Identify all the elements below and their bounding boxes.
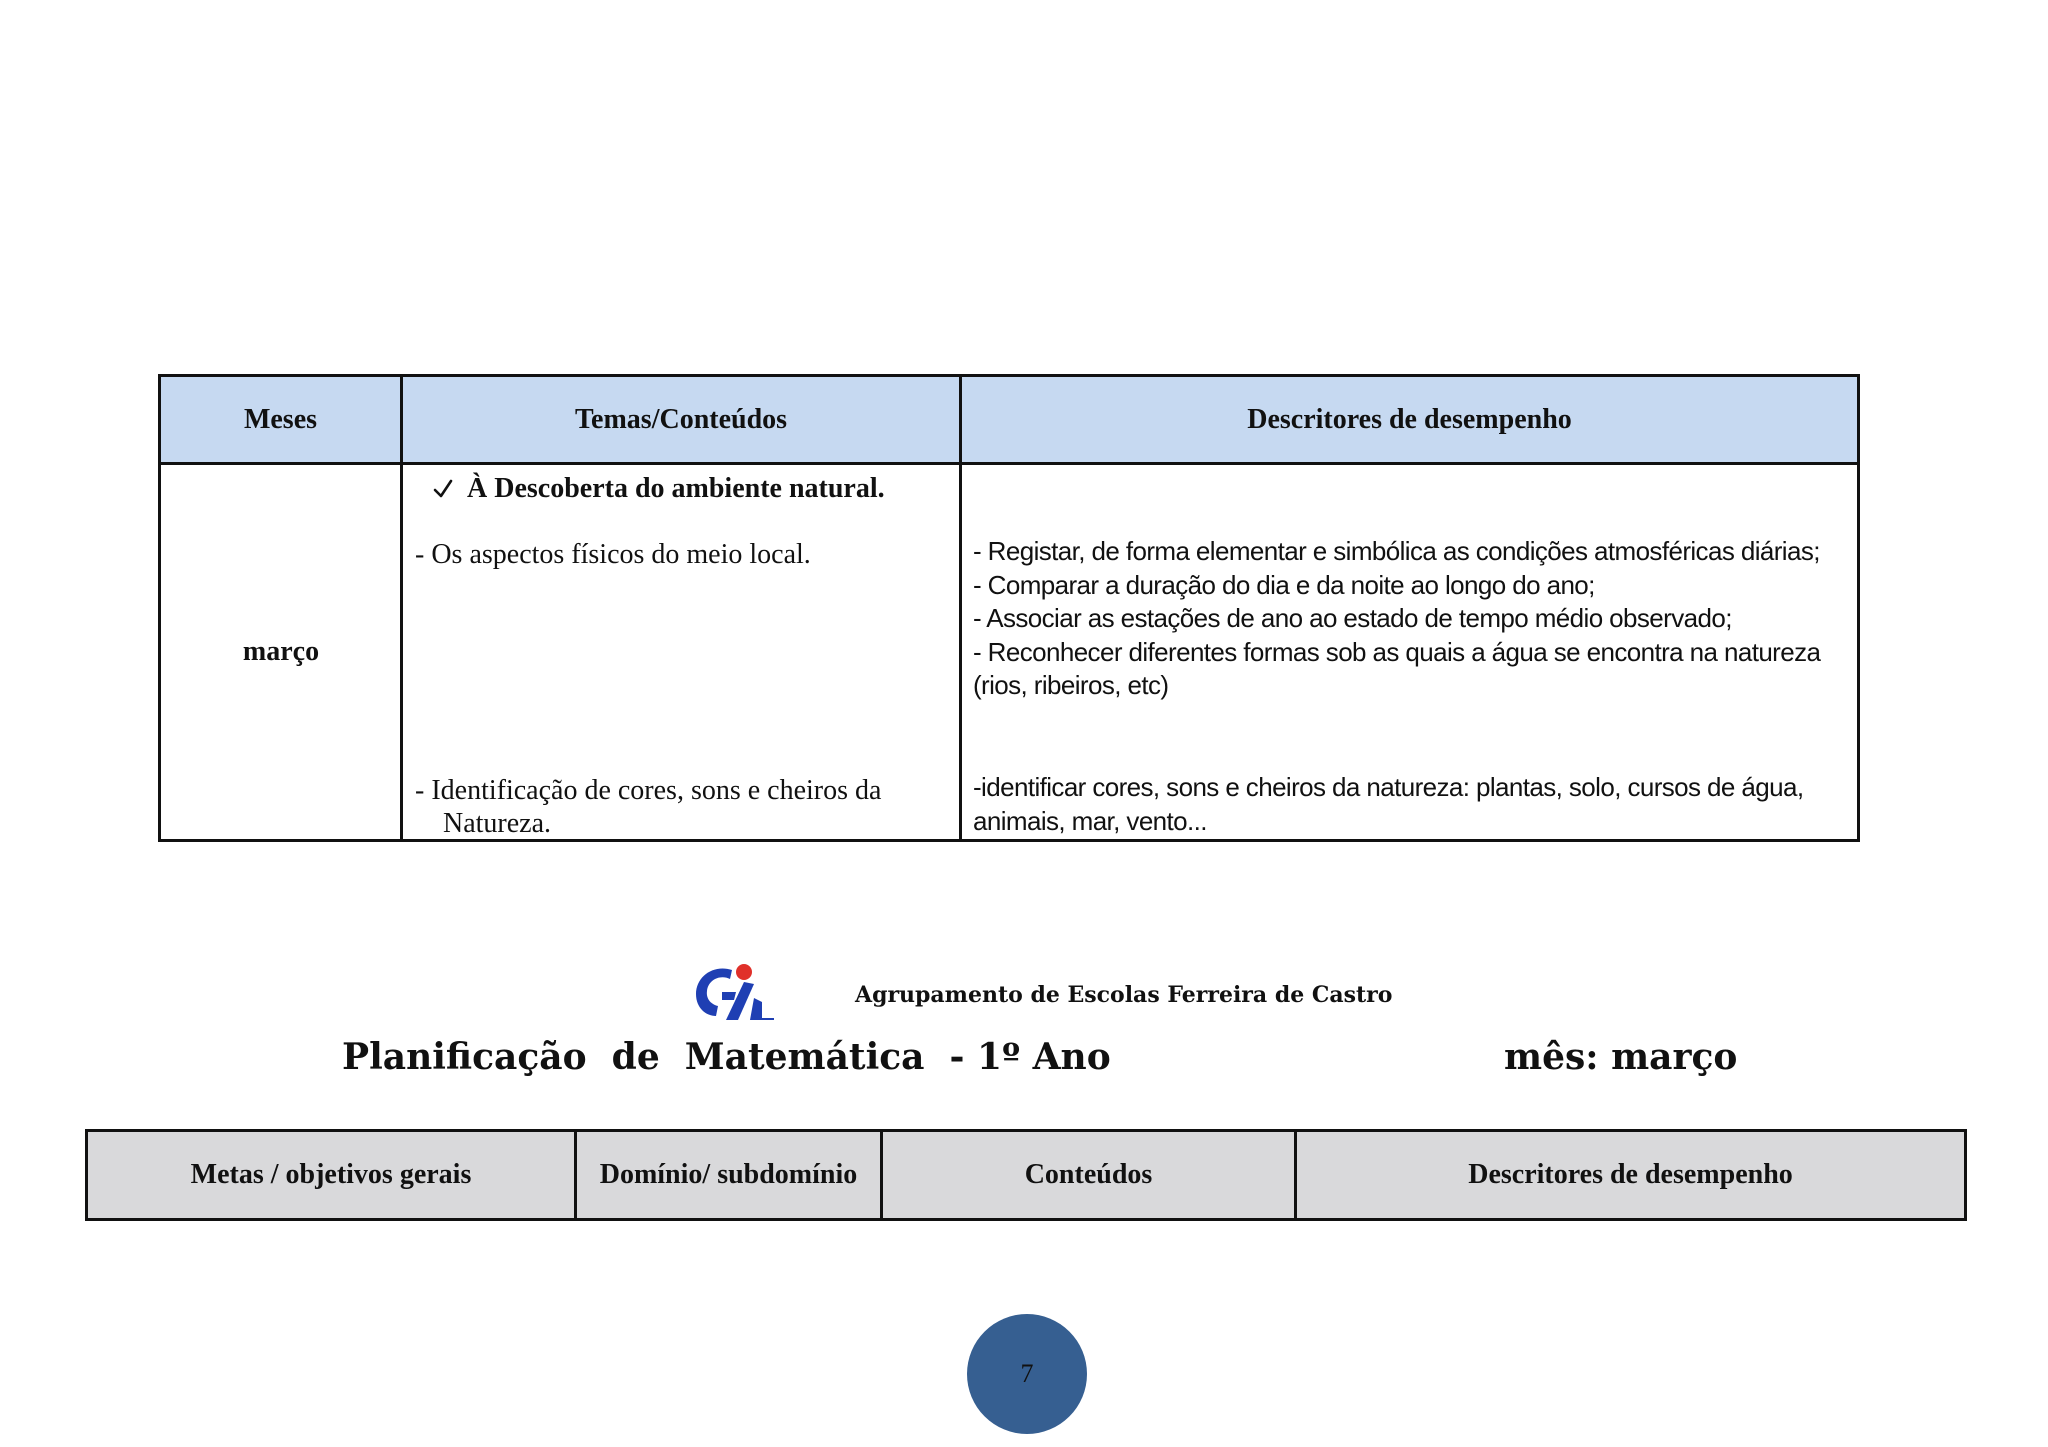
header-meses: Meses [243,403,318,435]
theme-item-line: - Os aspectos físicos do meio local. [415,539,811,570]
topics-table [158,374,1860,842]
descriptor-line: -identificar cores, sons e cheiros da natureza: plantas, solo, cursos de água, [973,772,1804,802]
school-name: Agrupamento de Escolas Ferreira de Castro [855,982,1393,1008]
header-conteudos: Conteúdos [1024,1159,1153,1190]
math-plan-table [85,1129,1967,1221]
theme-title-text: À Descoberta do ambiente natural. [467,473,885,504]
descriptor-line: - Registar, de forma elementar e simbólica as condições atmosféricas diárias; [973,536,1820,566]
month-cell: março [242,636,320,667]
plan-title: Planificação de Matemática - 1º Ano [342,1036,1111,1078]
header-dominio: Domínio/ subdomínio [599,1159,858,1190]
theme-item [415,774,935,840]
theme-title [433,473,885,505]
plan-month: mês: março [1504,1036,1738,1078]
theme-item-line: - Identificação de cores, sons e cheiros da [415,775,882,806]
header-descritores: Descritores de desempenho [1468,1159,1793,1190]
school-logo-icon [692,962,776,1022]
descriptor-line: animais, mar, vento... [973,805,1207,836]
page-number: 7 [1020,1359,1034,1388]
descriptor-line: - Associar as estações de ano ao estado de tempo médio observado; [973,603,1732,633]
theme-item-line: Natureza. [443,808,552,839]
header-metas: Metas / objetivos gerais [190,1159,472,1190]
descriptor-line: - Comparar a duração do dia e da noite ao longo do ano; [973,569,1595,600]
descriptor-line: (rios, ribeiros, etc) [973,670,1169,700]
header-temas-conteudos: Temas/Conteúdos [574,403,788,435]
page-number-badge [967,1314,1087,1434]
descriptor-group [973,535,1843,703]
theme-item [415,538,935,571]
checkmark-icon [433,478,453,500]
header-descritores: Descritores de desempenho [1247,403,1572,435]
descriptor-line: - Reconhecer diferentes formas sob as quais a água se encontra na natureza [973,636,1821,667]
descriptor-group [973,771,1843,838]
